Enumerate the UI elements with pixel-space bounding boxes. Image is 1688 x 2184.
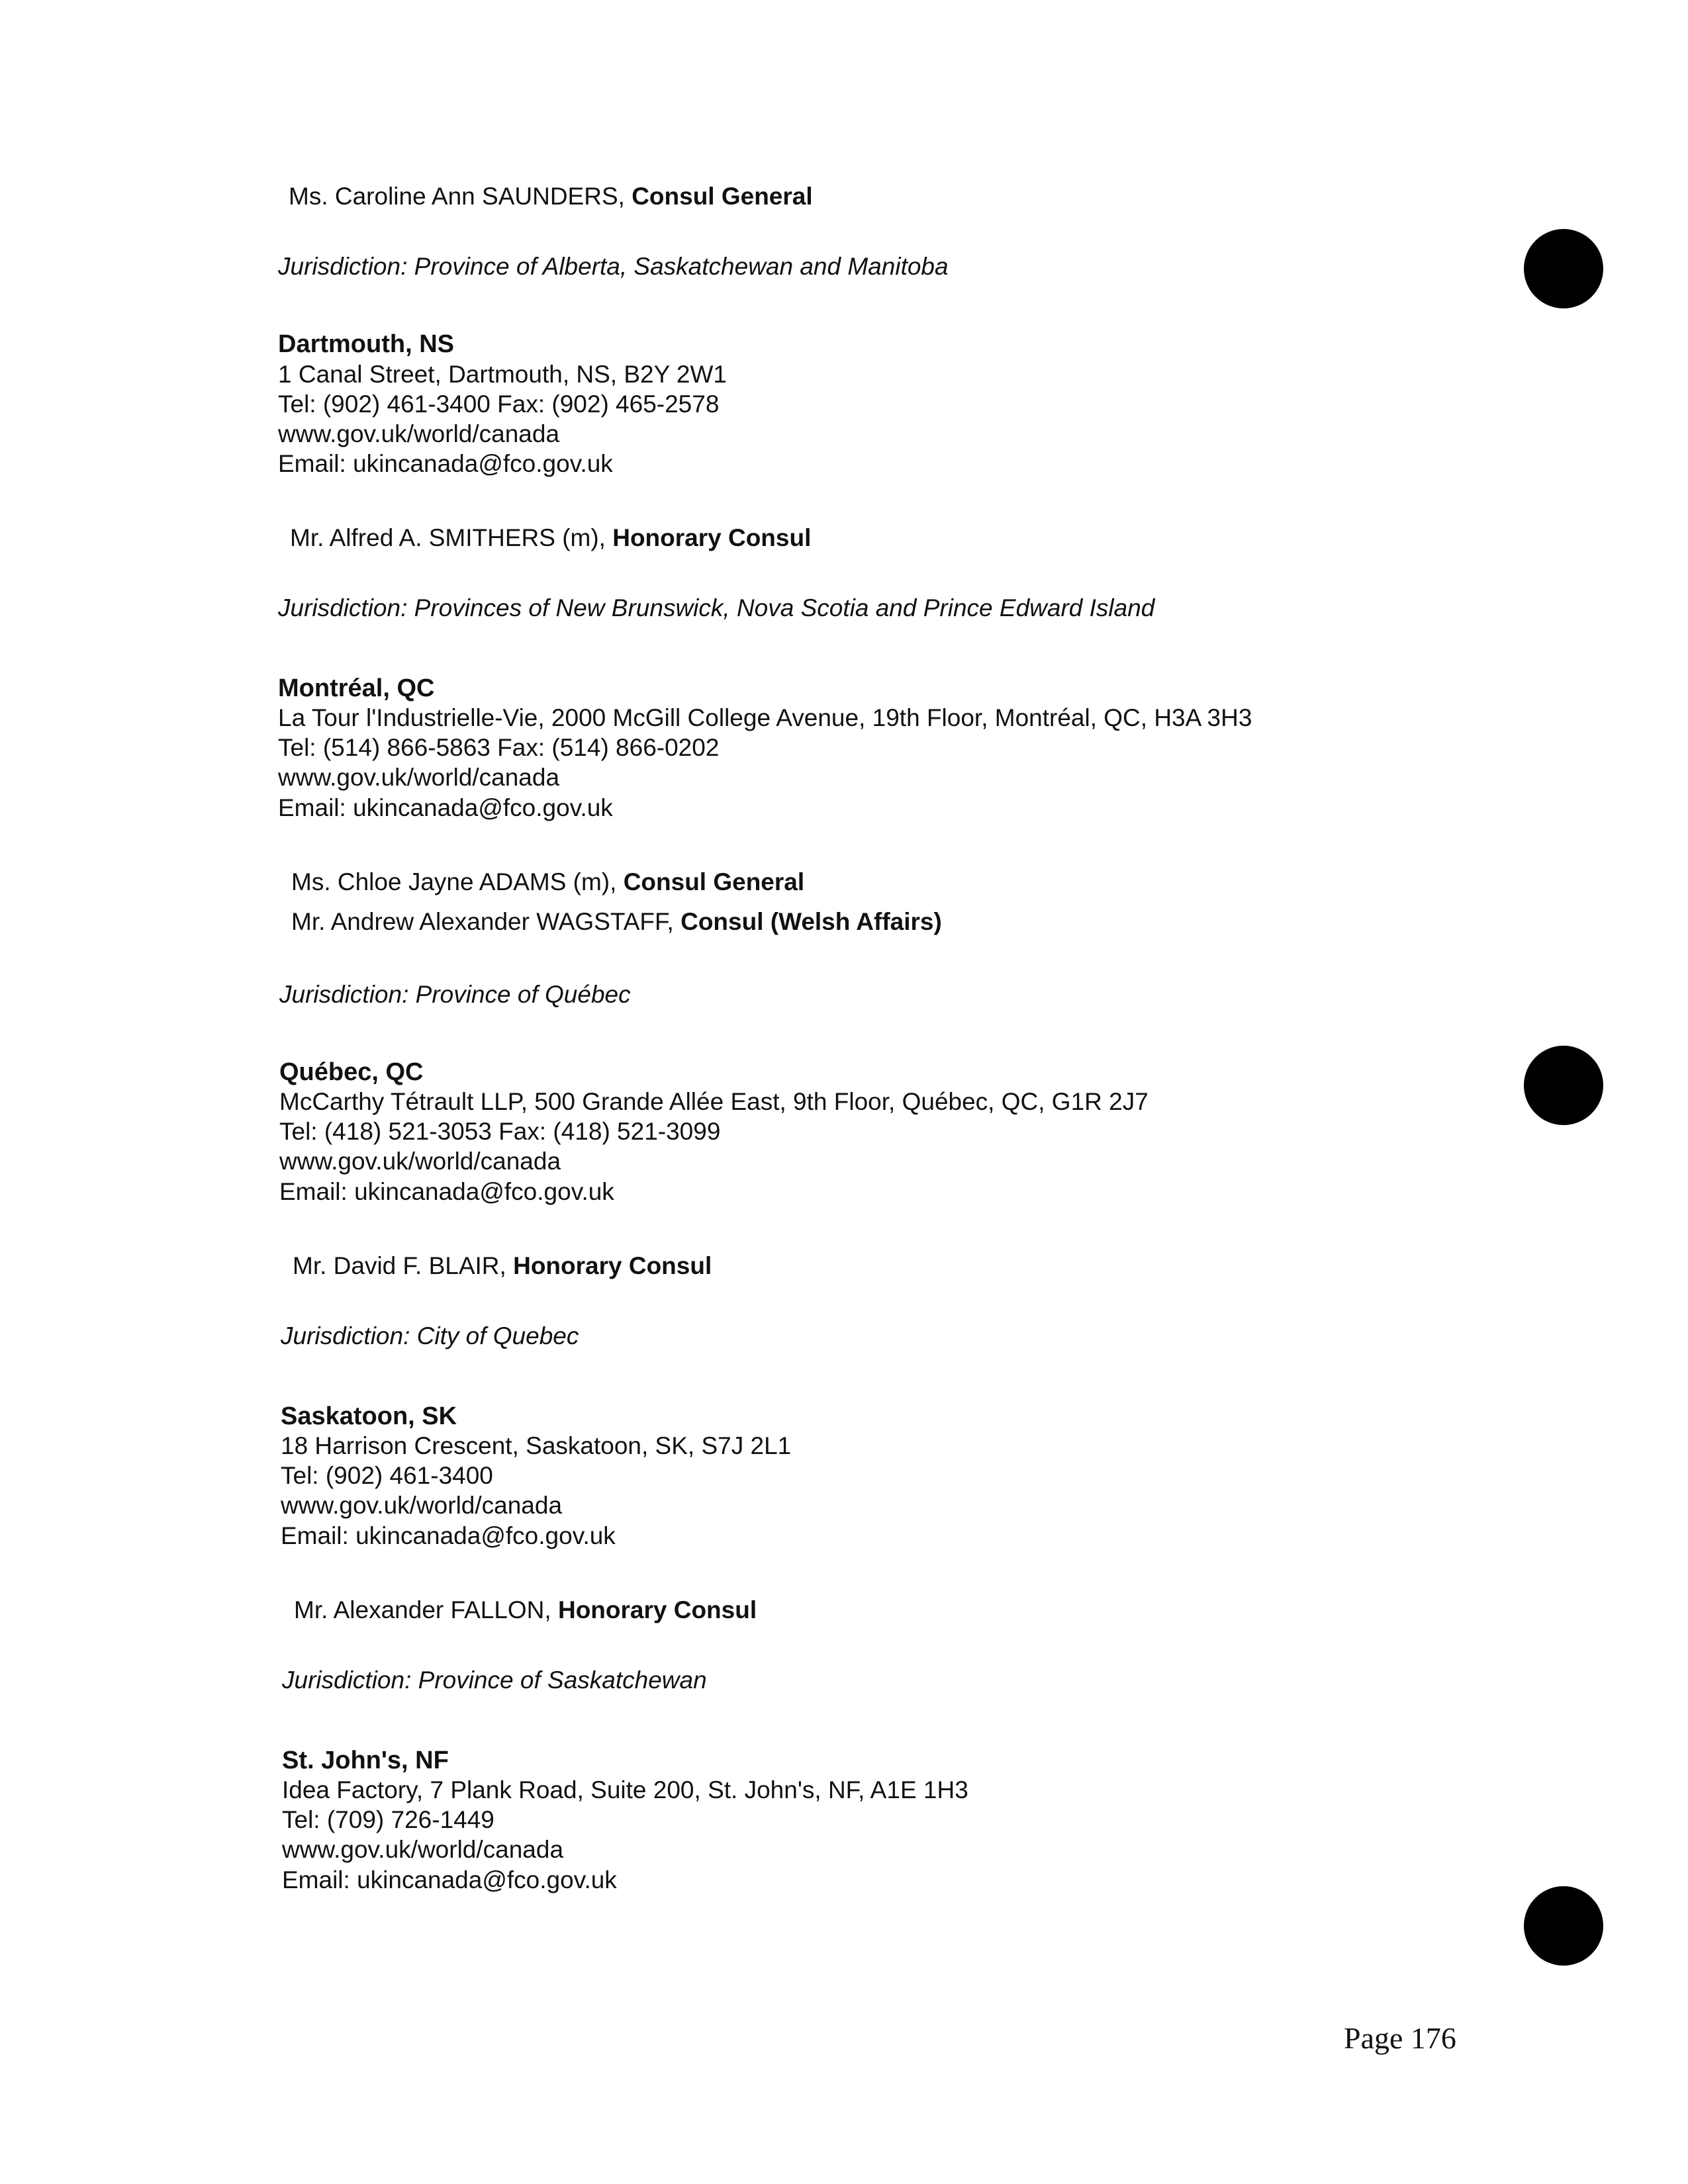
- jurisdiction: [281, 1321, 579, 1351]
- jurisdiction-label: Jurisdiction:: [281, 1322, 410, 1349]
- office-address: McCarthy Tétrault LLP, 500 Grande Allée East, 9th Floor, Québec, QC, G1R 2J7: [279, 1088, 1149, 1115]
- office-website-link[interactable]: www.gov.uk/world/canada: [279, 1148, 561, 1175]
- consul-title: Honorary Consul: [513, 1252, 712, 1279]
- consul-name: Mr. Alexander FALLON,: [294, 1596, 558, 1623]
- consul-entry: [289, 181, 813, 212]
- office-website-link[interactable]: www.gov.uk/world/canada: [282, 1836, 564, 1863]
- consul-name: Mr. Andrew Alexander WAGSTAFF,: [291, 908, 681, 935]
- jurisdiction-label: Jurisdiction:: [282, 1666, 412, 1694]
- office-phone: Tel: (902) 461-3400: [281, 1462, 493, 1489]
- office-address: La Tour l'Industrielle-Vie, 2000 McGill College Avenue, 19th Floor, Montréal, QC, H3A 3H3: [278, 704, 1252, 731]
- consul-title: Honorary Consul: [612, 524, 812, 551]
- office-city: Dartmouth, NS: [278, 330, 454, 358]
- jurisdiction-text: Province of Alberta, Saskatchewan and Manitoba: [407, 253, 949, 280]
- office-email[interactable]: Email: ukincanada@fco.gov.uk: [278, 794, 613, 821]
- jurisdiction: [279, 979, 631, 1010]
- jurisdiction-text: Provinces of New Brunswick, Nova Scotia and Prince Edward Island: [407, 594, 1155, 621]
- office-city: St. John's, NF: [282, 1747, 449, 1774]
- office-phone: Tel: (902) 461-3400 Fax: (902) 465-2578: [278, 390, 720, 418]
- punch-hole: [1524, 1046, 1603, 1125]
- consul-title: Honorary Consul: [557, 1596, 757, 1623]
- office-address: 1 Canal Street, Dartmouth, NS, B2Y 2W1: [278, 361, 727, 388]
- office-address: Idea Factory, 7 Plank Road, Suite 200, St. John's, NF, A1E 1H3: [282, 1776, 968, 1803]
- jurisdiction-text: Province of Saskatchewan: [411, 1666, 707, 1694]
- office-website-link[interactable]: www.gov.uk/world/canada: [281, 1492, 563, 1519]
- page-number: Page 176: [1344, 2021, 1456, 2055]
- office-email[interactable]: Email: ukincanada@fco.gov.uk: [279, 1178, 614, 1205]
- consul-title: Consul General: [623, 868, 805, 895]
- consul-entry: [291, 907, 942, 937]
- jurisdiction-label: Jurisdiction:: [279, 981, 409, 1008]
- consul-entry: [291, 867, 804, 897]
- jurisdiction: [282, 1665, 707, 1696]
- office-phone: Tel: (418) 521-3053 Fax: (418) 521-3099: [279, 1118, 721, 1145]
- consul-name: Ms. Caroline Ann SAUNDERS,: [289, 183, 632, 210]
- office-email[interactable]: Email: ukincanada@fco.gov.uk: [282, 1866, 617, 1893]
- consul-name: Mr. David F. BLAIR,: [293, 1252, 514, 1279]
- jurisdiction: [278, 251, 949, 282]
- office-website-link[interactable]: www.gov.uk/world/canada: [278, 420, 560, 447]
- consul-title: Consul (Welsh Affairs): [680, 908, 942, 935]
- consul-entry: [293, 1251, 712, 1281]
- office-city: Montréal, QC: [278, 674, 435, 702]
- punch-hole: [1524, 1886, 1603, 1966]
- consul-entry: [290, 523, 811, 553]
- jurisdiction: [278, 593, 1154, 623]
- consul-title: Consul General: [632, 183, 813, 210]
- office-address: 18 Harrison Crescent, Saskatoon, SK, S7J 2L1: [281, 1432, 792, 1459]
- jurisdiction-text: Province of Québec: [408, 981, 631, 1008]
- office-phone: Tel: (709) 726-1449: [282, 1806, 494, 1833]
- jurisdiction-label: Jurisdiction:: [278, 253, 408, 280]
- jurisdiction-label: Jurisdiction:: [278, 594, 408, 621]
- consul-name: Mr. Alfred A. SMITHERS (m),: [290, 524, 613, 551]
- office-city: Québec, QC: [279, 1058, 424, 1086]
- office-website-link[interactable]: www.gov.uk/world/canada: [278, 764, 560, 791]
- office-city: Saskatoon, SK: [281, 1402, 457, 1430]
- punch-hole: [1524, 229, 1603, 308]
- consul-name: Ms. Chloe Jayne ADAMS (m),: [291, 868, 624, 895]
- office-phone: Tel: (514) 866-5863 Fax: (514) 866-0202: [278, 734, 720, 761]
- office-email[interactable]: Email: ukincanada@fco.gov.uk: [278, 450, 613, 477]
- office-email[interactable]: Email: ukincanada@fco.gov.uk: [281, 1522, 616, 1549]
- jurisdiction-text: City of Quebec: [410, 1322, 579, 1349]
- consul-entry: [294, 1595, 757, 1625]
